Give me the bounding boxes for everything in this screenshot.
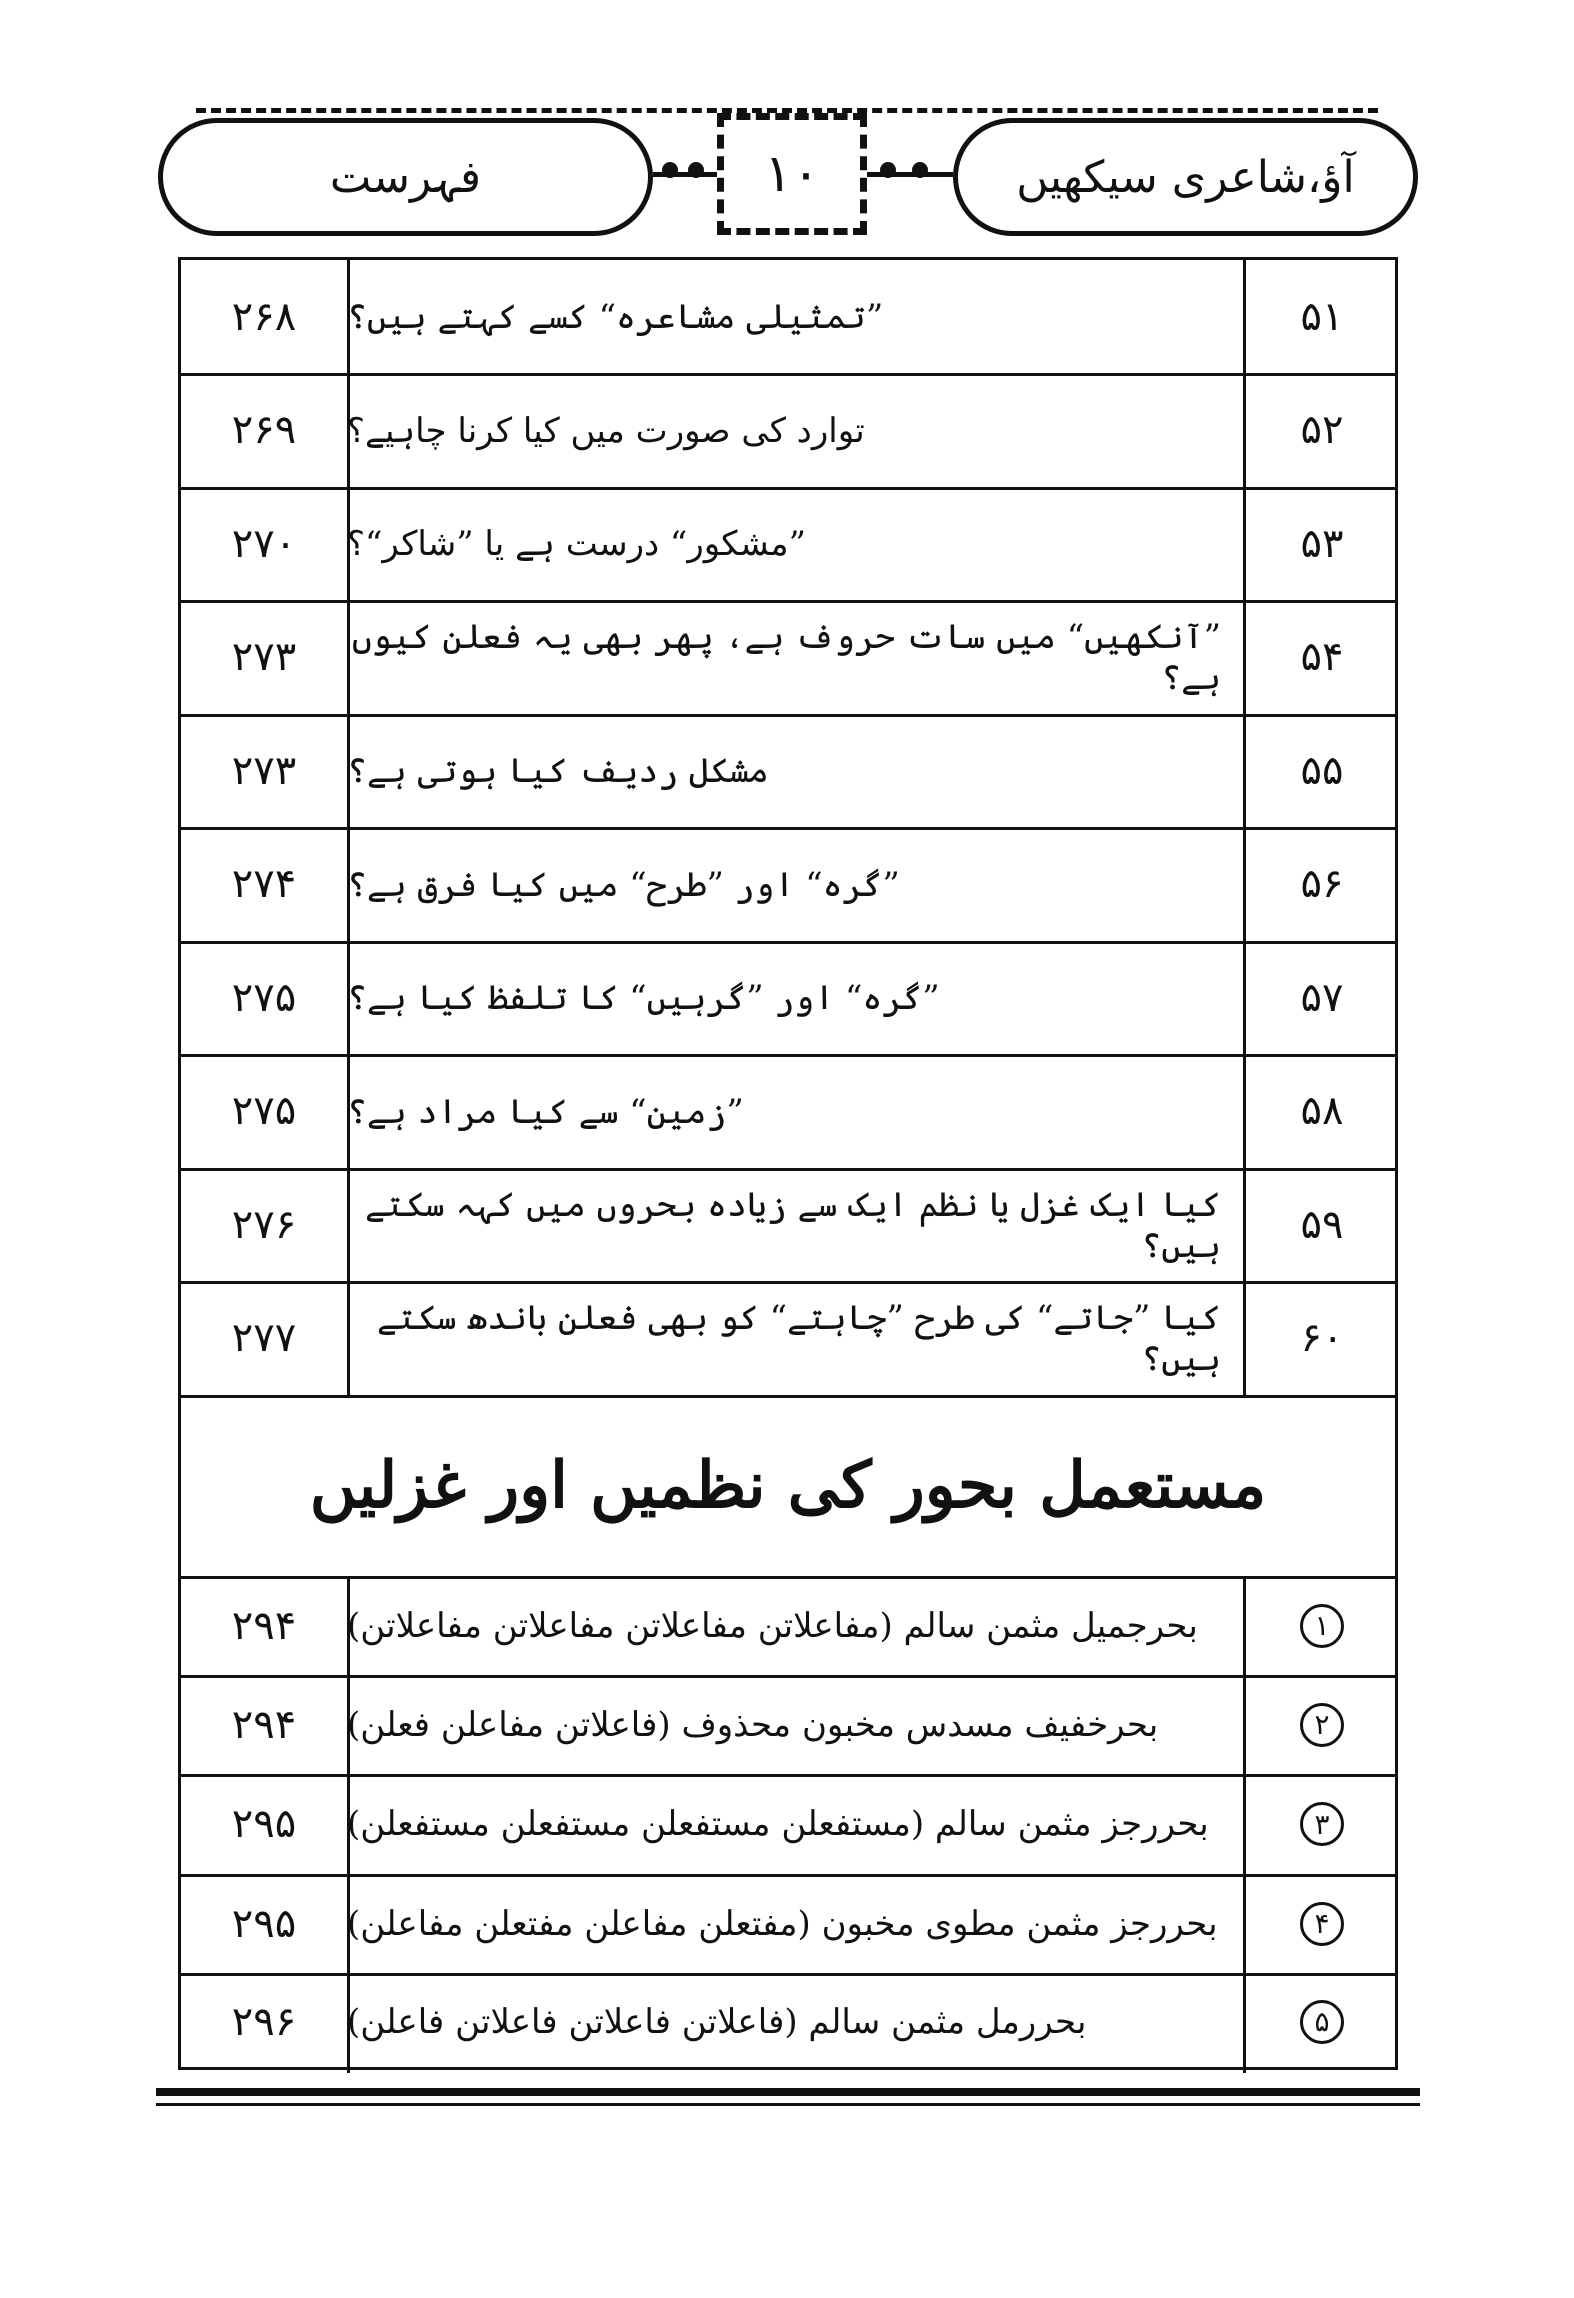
book-title-text: آؤ،شاعری سیکھیں [1016,151,1355,203]
row-number: ۵۶ [1300,861,1344,907]
circled-number: ۴ [1300,1902,1344,1946]
table-row [181,1774,1395,1874]
footer-rule-thick [156,2088,1420,2096]
section-title-text: فہرست [329,151,482,203]
row-meter: بحررمل مثمن سالم (فاعلاتن فاعلاتن فاعلاتن فاعلن) [347,2001,1087,2042]
row-meter: بحررجز مثمن سالم (مستفعلن مستفعلن مستفعلن مستفعلن) [347,1804,1209,1844]
row-question: ”گرہ“ اور ”گرہیں“ کا تلفظ کیا ہے؟ [347,978,940,1018]
row-question: ”مشکور“ درست ہے یا ”شاکر“؟ [347,524,806,564]
row-page: ۲۹۴ [231,1701,297,1748]
row-question: ”تمثیلی مشاعرہ“ کسے کہتے ہیں؟ [347,297,884,337]
bead-ornament [880,162,896,178]
footer-rule-thin [156,2103,1420,2106]
row-number [1243,1675,1401,1774]
page-number: ۱۰ [764,144,820,204]
circled-number: ۳ [1300,1802,1344,1846]
bead-ornament [912,162,928,178]
row-page: ۲۷۳ [231,634,297,680]
row-number: ۵۵ [1300,747,1344,794]
row-question: توارد کی صورت میں کیا کرنا چاہیے؟ [347,410,865,451]
table-row [181,373,1395,487]
table-row [181,1168,1395,1281]
bead-ornament [662,162,678,178]
row-number: ۵۱ [1300,293,1344,340]
row-number [1243,1774,1401,1874]
row-number: ۵۴ [1300,634,1344,680]
row-number: ۵۳ [1300,520,1344,567]
row-page: ۲۷۴ [231,861,297,907]
row-question: ”گرہ“ اور ”طرح“ میں کیا فرق ہے؟ [347,864,900,905]
table-row [181,1874,1395,1973]
table-row [181,1675,1395,1774]
bead-ornament [688,162,704,178]
page-number-box [717,113,867,235]
circled-number: ۵ [1300,2000,1344,2044]
table-row [181,714,1395,827]
row-page: ۲۹۵ [231,1801,297,1847]
row-number: ۵۹ [1300,1201,1344,1248]
row-number [1243,1874,1401,1973]
contents-table [178,257,1398,2070]
row-meter: بحررجز مثمن مطوی مخبون (مفتعلن مفاعلن مفتعلن مفاعلن) [347,1903,1218,1944]
row-number [1243,1576,1401,1675]
row-question: ”زمین“ سے کیا مراد ہے؟ [347,1091,744,1132]
row-question: کیا ایک غزل یا نظم ایک سے زیادہ بحروں میں کہہ سکتے ہیں؟ [365,1184,1221,1266]
row-page: ۲۷۶ [231,1201,297,1248]
table-row [181,1973,1395,2070]
row-number: ۵۸ [1300,1088,1344,1134]
row-page: ۲۶۹ [231,407,297,453]
row-meter: بحرجمیل مثمن سالم (مفاعلاتن مفاعلاتن مفاعلاتن مفاعلاتن) [347,1605,1198,1646]
table-row [181,1576,1395,1675]
row-page: ۲۶۸ [231,293,297,340]
table-row [181,600,1395,714]
row-question: کیا ”جاتے“ کی طرح ”چاہتے“ کو بھی فعلن باندھ سکتے ہیں؟ [376,1298,1221,1379]
row-number: ۵۲ [1300,407,1344,453]
row-page: ۲۹۵ [231,1900,297,1947]
book-title-pill [953,118,1418,236]
row-number: ۵۷ [1300,974,1344,1021]
row-page: ۲۷۵ [231,1088,297,1134]
table-row [181,827,1395,941]
circled-number: ۱ [1300,1604,1344,1648]
row-meter: بحرخفیف مسدس مخبون محذوف (فاعلاتن مفاعلن فعلن) [347,1704,1159,1745]
circled-number: ۲ [1300,1703,1344,1747]
row-question: مشکل ردیف کیا ہوتی ہے؟ [347,751,769,791]
table-row [181,1281,1395,1395]
row-page: ۲۷۷ [231,1315,297,1361]
row-number: ۶۰ [1300,1315,1344,1361]
table-row [181,1054,1395,1168]
table-row [181,487,1395,600]
table-row [181,941,1395,1054]
section-heading: مستعمل بحور کی نظمیں اور غزلیں [309,1448,1267,1523]
row-page: ۲۷۳ [231,747,297,794]
row-page: ۲۷۵ [231,974,297,1021]
row-number [1243,1973,1401,2070]
section-title-pill [158,118,653,236]
row-page: ۲۷۰ [231,520,297,567]
row-page: ۲۹۴ [231,1602,297,1649]
row-page: ۲۹۶ [231,1998,297,2045]
table-row [181,260,1395,373]
row-question: ”آنکھیں“ میں سات حروف ہے، پھر بھی یہ فعلن کیوں ہے؟ [351,617,1221,698]
